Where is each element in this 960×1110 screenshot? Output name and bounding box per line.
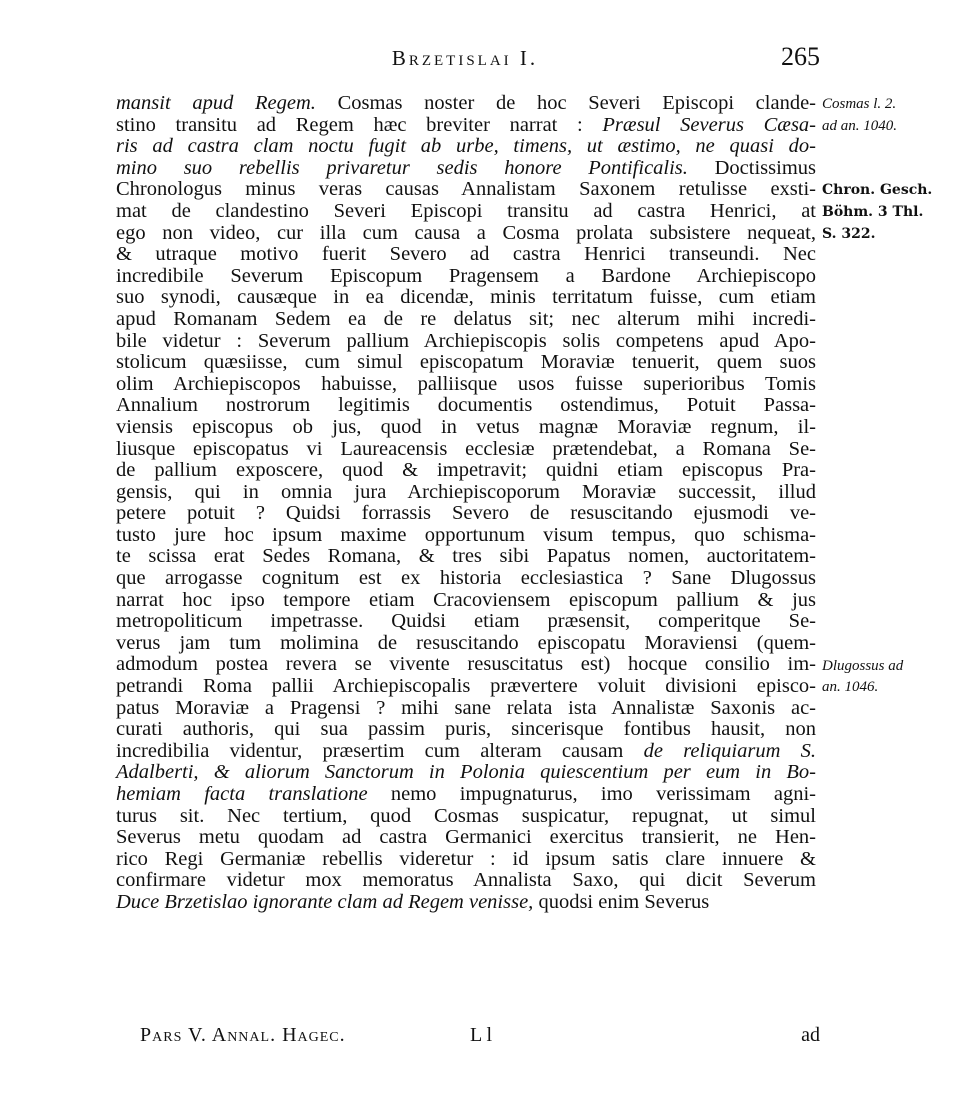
text-line — [116, 590, 816, 612]
text-line — [116, 806, 816, 828]
roman-text: liusque episcopatus vi Laureacensis ecclesiæ prætendebat, a Romana Se- — [116, 437, 816, 460]
text-line — [116, 503, 816, 525]
roman-text: verus jam tum molimina de resuscitando episcopatu Moraviensi (quem- — [116, 631, 816, 654]
text-line — [116, 439, 816, 461]
text-line — [116, 460, 816, 482]
roman-text: apud Romanam Sedem ea de re delatus sit; nec alterum mihi incredi- — [116, 307, 816, 330]
roman-text: Annalium nostrorum legitimis documentis ostendimus, Potuit Passa- — [116, 394, 816, 417]
margin-note: an. 1046. — [822, 679, 879, 696]
roman-text: nemo impugnaturus, imo verissimam agni- — [367, 783, 816, 805]
italic-text: ris ad castra clam noctu fugit ab urbe, timens, ut æstimo, ne quasi do- — [116, 135, 816, 158]
roman-text: admodum postea revera se vivente resuscitatus est) hocque consilio im- — [116, 653, 816, 676]
text-line — [116, 309, 816, 331]
roman-text: patus Moraviæ a Pragensi ? mihi sane relata ista Annalistæ Saxonis ac- — [116, 696, 816, 719]
roman-text: mat de clandestino Severi Episcopi transitu ad castra Henrici, at — [116, 199, 816, 222]
text-line — [116, 374, 816, 396]
text-line — [116, 568, 816, 590]
roman-text: Chronologus minus veras causas Annalistam Saxonem retulisse exsti- — [116, 178, 816, 201]
roman-text: que arrogasse cognitum est ex historia ecclesiastica ? Sane Dlugossus — [116, 567, 816, 590]
text-line — [116, 741, 816, 763]
roman-text: suo synodi, causæque in ea dicendæ, minis territatum fuisse, cum etiam — [116, 286, 816, 309]
roman-text: & utraque motivo fuerit Severo ad castra Henrici transeundi. Nec — [116, 243, 816, 266]
text-line — [116, 331, 816, 353]
roman-text: incredibile Severum Episcopum Pragensem a Bardone Archiepiscopo — [116, 264, 816, 287]
roman-text: Severus metu quodam ad castra Germanici exercitus transierit, ne Hen- — [116, 826, 816, 849]
text-line — [116, 201, 816, 223]
page-footer — [140, 1024, 820, 1054]
roman-text: ego non video, cur illa cum causa a Cosma prolata subsistere nequeat, — [116, 221, 816, 244]
page-header — [110, 38, 820, 78]
roman-text: gensis, qui in omnia jura Archiepiscoporum Moraviæ successit, illud — [116, 480, 816, 503]
text-line — [116, 892, 816, 914]
italic-text: Præsul Severus Cæsa- — [602, 113, 816, 136]
italic-text: Duce Brzetislao ignorante clam ad Regem venisse, — [116, 890, 534, 913]
roman-text: narrat hoc ipso tempore etiam Cracoviensem episcopum pallium & jus — [116, 588, 816, 611]
text-line — [116, 158, 816, 180]
text-line — [116, 698, 816, 720]
roman-text: de pallium exposcere, quod & impetravit; quidni etiam episcopus Pra- — [116, 459, 816, 482]
text-line — [116, 719, 816, 741]
signature-mark: Pars V. Annal. Hagec. — [140, 1024, 346, 1046]
roman-text: metropoliticum impetrasse. Quidsi etiam præsensit, comperitque Se- — [116, 610, 816, 633]
margin-note: Dlugossus ad — [822, 657, 904, 674]
text-line — [116, 827, 816, 849]
roman-text: stino transitu ad Regem hæc breviter narrat : — [116, 113, 603, 136]
text-line — [116, 482, 816, 504]
roman-text: curati authoris, qui sua passim puris, sincerisque fontibus hausit, non — [116, 718, 816, 741]
text-line — [116, 352, 816, 374]
text-line — [116, 676, 816, 698]
text-line — [116, 115, 816, 137]
italic-text: Adalberti, & aliorum Sanctorum in Polonia quiescentium per eum in Bo- — [116, 761, 816, 784]
text-line — [116, 179, 816, 201]
text-line — [116, 223, 816, 245]
margin-note: Chron. Gesch. — [822, 182, 933, 199]
roman-text: Cosmas noster de hoc Severi Episcopi clande- — [315, 92, 817, 114]
italic-text: mino suo rebellis privaretur sedis honore Pontificalis. — [116, 156, 688, 179]
text-line — [116, 633, 816, 655]
roman-text: confirmare videtur mox memoratus Annalista Saxo, qui dicit Severum — [116, 869, 816, 892]
margin-note: Böhm. 3 Thl. — [822, 204, 924, 220]
italic-text: de reliquiarum S. — [643, 739, 816, 762]
text-line — [116, 654, 816, 676]
text-line — [116, 93, 816, 115]
text-line — [116, 611, 816, 633]
text-line — [116, 525, 816, 547]
roman-text: quodsi enim Severus — [533, 890, 710, 913]
roman-text: rico Regi Germaniæ rebellis videretur : id ipsum satis clare innuere & — [116, 847, 816, 870]
text-line — [116, 762, 816, 784]
text-line — [116, 849, 816, 871]
roman-text: petrandi Roma pallii Archiepiscopalis prævertere voluit divisioni episco- — [116, 675, 816, 698]
text-line — [116, 287, 816, 309]
roman-text: incredibilia videntur, præsertim cum alteram causam — [116, 739, 644, 762]
text-line — [116, 870, 816, 892]
text-line — [116, 266, 816, 288]
text-line — [116, 546, 816, 568]
roman-text: bile videtur : Severum pallium Archiepiscopis solis competens apud Apo- — [116, 329, 816, 352]
roman-text: te scissa erat Sedes Romana, & tres sibi Papatus nomen, auctoritatem- — [116, 545, 816, 568]
roman-text: turus sit. Nec tertium, quod Cosmas suspicatur, repugnat, ut simul — [116, 804, 816, 827]
text-line — [116, 784, 816, 806]
roman-text: viensis episcopus ob jus, quod in vetus magnæ Moraviæ regnum, il- — [116, 415, 816, 438]
margin-note: S. 322. — [822, 225, 876, 242]
roman-text: Doctissimus — [687, 156, 816, 179]
roman-text: stolicum quæsiisse, cum simul episcopatum Moraviæ tenuerit, quem suos — [116, 351, 816, 374]
italic-text: mansit apud Regem. — [116, 92, 316, 114]
page-number: 265 — [781, 42, 820, 71]
running-head: Brzetislai I. — [391, 46, 539, 70]
gathering-mark: L l — [470, 1024, 493, 1046]
roman-text: olim Archiepiscopos habuisse, palliisque usos fuisse superioribus Tomis — [116, 372, 816, 395]
text-line — [116, 417, 816, 439]
roman-text: petere potuit ? Quidsi forrassis Severo de resuscitando ejusmodi ve- — [116, 502, 816, 525]
text-line — [116, 395, 816, 417]
margin-note: Cosmas l. 2. — [822, 96, 897, 112]
roman-text: tusto jure hoc ipsum maxime opportunum visum tempus, quo schisma- — [116, 523, 816, 546]
text-line — [116, 136, 816, 158]
main-text-column — [116, 93, 816, 914]
italic-text: hemiam facta translatione — [116, 783, 368, 805]
margin-note: ad an. 1040. — [822, 117, 897, 134]
text-line — [116, 244, 816, 266]
catchword: ad — [801, 1024, 820, 1046]
